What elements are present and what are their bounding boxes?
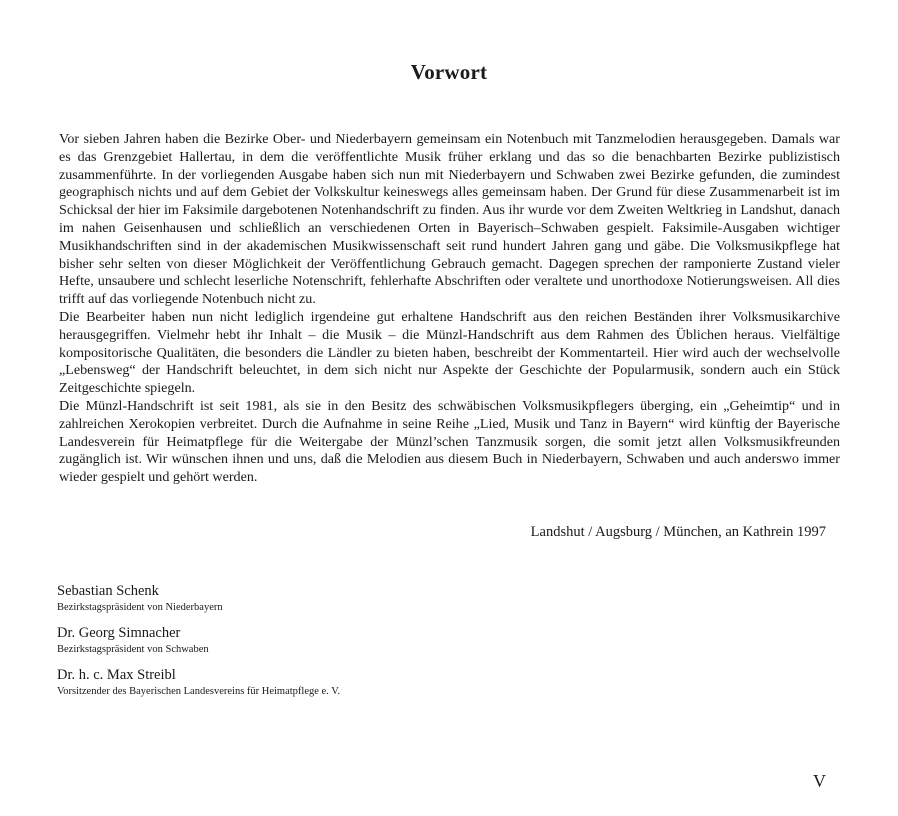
signatory-role: Bezirkstagspräsident von Schwaben (57, 644, 209, 655)
signatory-name: Sebastian Schenk (57, 583, 159, 599)
signatory (57, 667, 340, 699)
foreword-body (59, 131, 840, 487)
signatory-role: Bezirkstagspräsident von Niederbayern (57, 602, 223, 613)
signatory (57, 625, 340, 657)
signature-block (57, 583, 340, 709)
page-title: Vorwort (410, 60, 488, 84)
signatory (57, 583, 340, 615)
place-date-line: Landshut / Augsburg / München, an Kathrein 1997 (530, 524, 826, 540)
signatory-role: Vorsitzender des Bayerischen Landesvereins für Heimatpflege e. V. (57, 686, 341, 697)
paragraph: Die Bearbeiter haben nun nicht lediglich irgendeine gut erhaltene Handschrift aus den reichen Beständen ihrer Volksmusikarchive herausgegriffen. Vielmehr hebt ihr Inhalt – die Musik – die Münzl-Handschrift aus dem Rahmen des Üblichen heraus. Vielfältige kompositorische Qualitäten, die besonders die Ländler zu bieten haben, beschreibt der Kommentarteil. Hier wird auch der wechselvolle „Lebensweg“ der Handschrift beleuchtet, in dem sich nicht nur Aspekte der Geschichte der Popularmusik, sondern auch ein Stück Zeitgeschichte spiegeln. (59, 308, 840, 397)
paragraph: Die Münzl-Handschrift ist seit 1981, als sie in den Besitz des schwäbischen Volksmusikpflegers überging, ein „Geheimtip“ und in zahlreichen Xerokopien verbreitet. Durch die Aufnahme in seine Reihe „Lied, Musik und Tanz in Bayern“ wird künftig der Bayerische Landesverein für Heimatpflege für die Weitergabe der Münzl’schen Tanzmusik sorgen, die somit jetzt allen Volksmusikfreunden zugänglich ist. Wir wünschen ihnen und uns, daß die Melodien aus diesem Buch in Niederbayern, Schwaben und auch anderswo immer wieder gespielt und gehört werden. (59, 397, 840, 486)
signatory-name: Dr. Georg Simnacher (57, 625, 181, 641)
page-number: V (813, 771, 826, 791)
paragraph: Vor sieben Jahren haben die Bezirke Ober- und Niederbayern gemeinsam ein Notenbuch mit Tanzmelodien herausgegeben. Damals war es das Grenzgebiet Hallertau, in dem die veröffentlichte Musik früher erklang und das so die benachbarten Bezirke publizistisch zusammenführte. In der vorliegenden Ausgabe haben sich nun mit Niederbayern und Schwaben zwei Bezirke gefunden, die zumindest geographisch nichts und auf dem Gebiet der Volkskultur keineswegs alles gemeinsam haben. Der Grund für diese Zusammenarbeit ist im Schicksal der hier im Faksimile dargebotenen Notenhandschrift zu finden. Aus ihr wurde vor dem Zweiten Weltkrieg in Landshut, danach im nahen Geisenhausen und schließlich an verschiedenen Orten in Bayerisch–Schwaben gespielt. Faksimile-Ausgaben wichtiger Musikhandschriften sind in der akademischen Musikwissenschaft seit rund hundert Jahren gang und gäbe. Die Volksmusikpflege hat bisher sehr selten von dieser Möglichkeit der Veröffentlichung Gebrauch gemacht. Dagegen sprechen der ramponierte Zustand vieler Hefte, unsaubere und schlecht leserliche Notenschrift, fehlerhafte Abschriften oder veraltete und unorthodoxe Notierungsweisen. All dies trifft auf das vorliegende Notenbuch nicht zu. (59, 131, 840, 308)
signatory-name: Dr. h. c. Max Streibl (57, 667, 176, 683)
